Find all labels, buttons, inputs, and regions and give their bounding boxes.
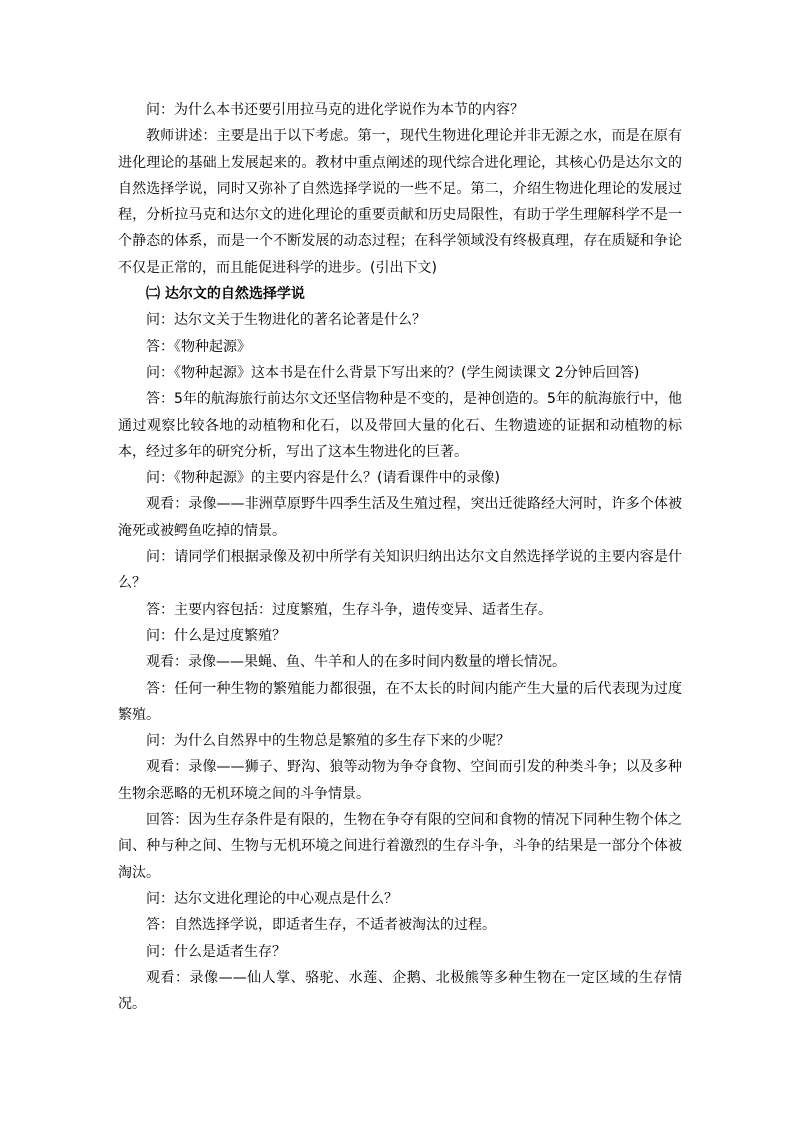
paragraph-answer-voyage: 答：5年的航海旅行前达尔文还坚信物种是不变的，是神创造的。5年的航海旅行中，他通过观察比较各地的动植物和化石，以及带回大量的化石、生物遗迹的证据和动植物的标本，经过多年的研究分析，写出了这本生物进化的巨著。 <box>118 391 682 460</box>
paragraph-watch-buffalo: 观看：录像——非洲草原野牛四季生活及生殖过程，突出迁徙路经大河时，许多个体被淹死或被鳄鱼吃掉的情景。 <box>118 496 682 539</box>
paragraph-watch-cactus: 观看：录像——仙人掌、骆驼、水莲、企鹅、北极熊等多种生物在一定区域的生存情况。 <box>118 969 682 1013</box>
paragraph-question-summarize: 问：请同学们根据录像及初中所学有关知识归纳出达尔文自然选择学说的主要内容是什么？ <box>118 549 682 592</box>
section-heading-natural-selection: ㈡ 达尔文的自然选择学说 <box>146 286 305 303</box>
paragraph-reply-struggle: 回答：因为生存条件是有限的，生物在争夺有限的空间和食物的情况下同种生物个体之间、种与种之间、生物与无机环境之间进行着激烈的生存斗争，斗争的结果是一部分个体被淘汰。 <box>118 812 682 881</box>
paragraph-question-fittest: 问：什么是适者生存？ <box>146 943 286 960</box>
paragraph-answer-origin-of-species: 答：《物种起源》 <box>146 338 251 355</box>
paragraph-question-famous-work: 问：达尔文关于生物进化的著名论著是什么？ <box>146 312 426 329</box>
paragraph-watch-fruitfly: 观看：录像——果蝇、鱼、牛羊和人的在多时间内数量的增长情况。 <box>146 654 566 671</box>
paragraph-question-overproduction: 问：什么是过度繁殖？ <box>146 627 286 644</box>
paragraph-question-lamarck: 问：为什么本书还要引用拉马克的进化学说作为本节的内容？ <box>146 102 524 118</box>
paragraph-watch-lions: 观看：录像——狮子、野沟、狼等动物为争夺食物、空间而引发的种类斗争；以及多种生物余恶略的无机环境之间的斗争情景。 <box>118 759 682 802</box>
paragraph-question-central-idea: 问：达尔文进化理论的中心观点是什么？ <box>146 890 398 907</box>
paragraph-question-survival: 问：为什么自然界中的生物总是繁殖的多生存下来的少呢？ <box>146 733 510 750</box>
paragraph-answer-main-points: 答：主要内容包括：过度繁殖，生存斗争，遗传变异、适者生存。 <box>146 601 552 618</box>
paragraph-answer-natural-selection: 答：自然选择学说，即适者生存，不适者被淘汰的过程。 <box>146 917 496 934</box>
document-body <box>118 97 682 1017</box>
paragraph-teacher-explanation: 教师讲述：主要是出于以下考虑。第一，现代生物进化理论并非无源之水，而是在原有进化理论的基础上发展起来的。教材中重点阐述的现代综合进化理论，其核心仍是达尔文的自然选择学说，同时又弥补了自然选择学说的一些不足。第二，介绍生物进化理论的发展过程，分析拉马克和达尔文的进化理论的重要贡献和历史局限性，有助于学生理解科学不是一个静态的体系，而是一个不断发展的动态过程；在科学领域没有终极真理，存在质疑和争论不仅是正常的，而且能促进科学的进步。(引出下文) <box>118 128 682 276</box>
paragraph-question-main-content: 问：《物种起源》的主要内容是什么？(请看课件中的录像) <box>146 470 500 487</box>
paragraph-question-background: 问：《物种起源》这本书是在什么背景下写出来的？(学生阅读课文 2分钟后回答) <box>146 364 640 381</box>
paragraph-answer-overproduction: 答：任何一种生物的繁殖能力都很强，在不太长的时间内能产生大量的后代表现为过度繁殖。 <box>118 680 682 723</box>
